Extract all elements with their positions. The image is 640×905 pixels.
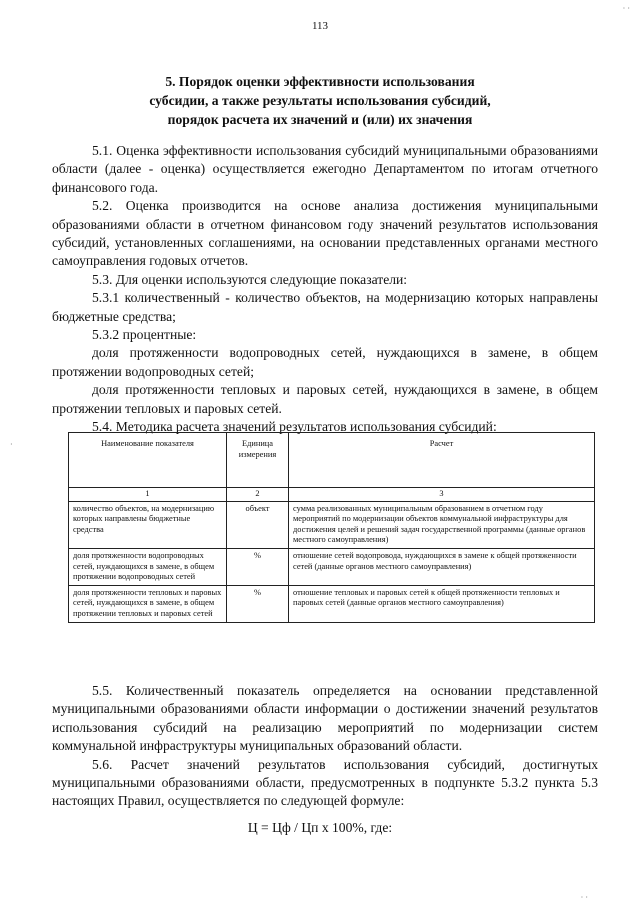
table-cell-name: доля протяженности водопроводных сетей, нуждающихся в замене, в общем протяжении водопроводных сетей <box>69 548 227 585</box>
section-heading <box>60 72 580 129</box>
table-cell-calc: отношение сетей водопровода, нуждающихся в замене к общей протяженности сетей (данные органов местного самоуправления) <box>289 548 595 585</box>
heading-line: порядок расчета их значений и (или) их значения <box>167 112 473 127</box>
table-index-cell: 3 <box>289 488 595 502</box>
table-cell-unit: % <box>227 585 289 622</box>
indicator-table <box>68 432 594 623</box>
paragraph-5-4: 5.4. Методика расчета значений результатов использования субсидий: <box>92 419 497 435</box>
paragraph-5-3: 5.3. Для оценки используются следующие показатели: <box>92 271 408 287</box>
body-text-after-table <box>52 682 598 811</box>
table-index-cell: 2 <box>227 488 289 502</box>
paragraph-heat-share: доля протяженности тепловых и паровых сетей, нуждающихся в замене, в общем протяжении тепловых и паровых сетей. <box>52 382 598 416</box>
table-cell-unit: объект <box>227 501 289 548</box>
scan-mark: · <box>10 440 13 449</box>
paragraph-5-5: 5.5. Количественный показатель определяется на основании представленной муниципальными образованиями области информации о достижении значений результатов использования субсидий на реализацию мероприятий по модернизации систем коммунальной инфраструктуры муниципальных образований области. <box>52 683 598 754</box>
paragraph-5-3-2: 5.3.2 процентные: <box>92 327 197 343</box>
heading-line: субсидии, а также результаты использования субсидий, <box>149 93 491 108</box>
paragraph-5-3-1: 5.3.1 количественный - количество объектов, на модернизацию которых направлены бюджетные средства; <box>52 290 598 324</box>
table-header-cell: Единица измерения <box>227 433 289 488</box>
table-cell-calc: отношение тепловых и паровых сетей к общей протяженности тепловых и паровых сетей (данные органов местного самоуправления) <box>289 585 595 622</box>
scan-mark: · · <box>622 4 630 13</box>
paragraph-water-share: доля протяженности водопроводных сетей, нуждающихся в замене, в общем протяжении водопроводных сетей; <box>52 345 598 379</box>
table-cell-name: доля протяженности тепловых и паровых сетей, нуждающихся в замене, в общем протяжении тепловых и паровых сетей <box>69 585 227 622</box>
table-index-cell: 1 <box>69 488 227 502</box>
heading-line: 5. Порядок оценки эффективности использования <box>165 74 475 89</box>
paragraph-5-6: 5.6. Расчет значений результатов использования субсидий, достигнутых муниципальными образованиями области, предусмотренных в подпункте 5.3.2 пункта 5.3 настоящих Правил, осуществляется по следующей формуле: <box>52 756 598 809</box>
table-index-row <box>69 488 595 502</box>
table-header-cell: Расчет <box>289 433 595 488</box>
table-header-cell: Наименование показателя <box>69 433 227 488</box>
table-cell-calc: сумма реализованных муниципальным образованием в отчетном году мероприятий по модернизации объектов коммунальной инфраструктуры для достижения целей и решений задач государственной программы (данные органов местного самоуправления) <box>289 501 595 548</box>
paragraph-5-1: 5.1. Оценка эффективности использования субсидий муниципальными образованиями области (далее - оценка) осуществляется ежегодно Департаментом по итогам отчетного финансового года. <box>52 143 598 195</box>
scan-mark: · · <box>580 893 588 902</box>
table-row <box>69 548 595 585</box>
table-row <box>69 501 595 548</box>
body-text <box>52 142 598 437</box>
paragraph-5-2: 5.2. Оценка производится на основе анализа достижения муниципальными образованиями области в отчетном финансовом году значений результатов использования субсидий, установленных соглашениями, на основании представленных органами местного самоуправления годовых отчетов. <box>52 198 598 269</box>
table-cell-name: количество объектов, на модернизацию которых направлены бюджетные средства <box>69 501 227 548</box>
table-cell-unit: % <box>227 548 289 585</box>
page-number: 113 <box>311 20 329 32</box>
table-row <box>69 585 595 622</box>
table-header-row <box>69 433 595 488</box>
formula: Ц = Цф / Цп х 100%, где: <box>247 820 393 835</box>
